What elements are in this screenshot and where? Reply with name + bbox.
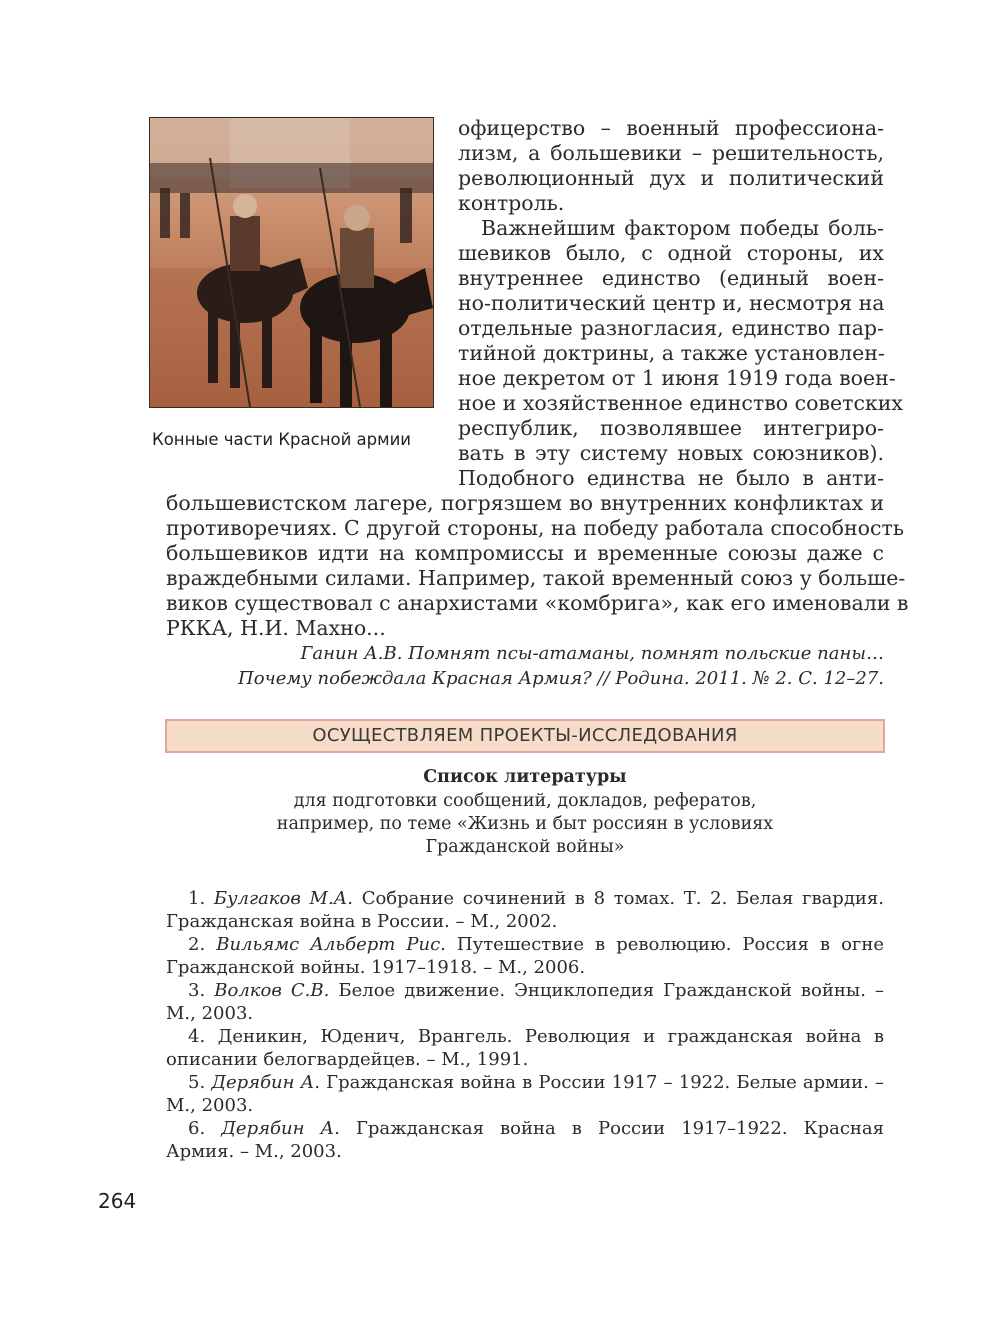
bibliography-item: 5. Дерябин А. Гражданская война в России 1917 – 1922. Белые армии. – <box>188 1072 884 1093</box>
bibliography-title: Список литературы <box>423 767 627 787</box>
text-line: РККА, Н.И. Махно... <box>166 616 386 640</box>
text-line: большевистском лагере, погрязшем во внутренних конфликтах и <box>166 491 884 515</box>
page-number: 264 <box>98 1189 137 1213</box>
text-line: виков существовал с анархистами «комбрига», как его именовали в <box>166 591 909 615</box>
source-citation-line: Почему побеждала Красная Армия? // Родина. 2011. № 2. С. 12–27. <box>238 668 884 689</box>
bibliography-item: 3. Волков С.В. Белое движение. Энциклопедия Гражданской войны. – <box>188 980 884 1001</box>
cavalry-photo <box>149 117 434 408</box>
photo-caption: Конные части Красной армии <box>152 430 412 449</box>
text-line: отдельные разногласия, единство пар- <box>458 316 884 340</box>
bibliography-item: 6. Дерябин А. Гражданская война в России 1917–1922. Красная <box>188 1118 884 1139</box>
bibliography-item-cont: Гражданской войны. 1917–1918. – М., 2006. <box>166 957 586 978</box>
bibliography-subtitle-line: для подготовки сообщений, докладов, рефератов, <box>293 791 757 811</box>
text-line: ное декретом от 1 июня 1919 года воен- <box>458 366 896 390</box>
text-line: большевиков идти на компромиссы и временные союзы даже с <box>166 541 884 565</box>
text-line: офицерство – военный профессиона- <box>458 116 884 140</box>
text-line: но-политический центр и, несмотря на <box>458 291 885 315</box>
bibliography-item: 4. Деникин, Юденич, Врангель. Революция и гражданская война в <box>188 1026 884 1047</box>
text-line: контроль. <box>458 191 565 215</box>
text-line: враждебными силами. Например, такой временный союз у больше- <box>166 566 906 590</box>
bibliography-item: 2. Вильямс Альберт Рис. Путешествие в революцию. Россия в огне <box>188 934 884 955</box>
text-line: Важнейшим фактором победы боль- <box>481 216 884 240</box>
text-line: вать в эту систему новых союзников). <box>458 441 884 465</box>
bibliography-subtitle-line: Гражданской войны» <box>425 837 625 857</box>
cavalry-photo-graphic <box>150 118 433 407</box>
text-line: республик, позволявшее интегриро- <box>458 416 884 440</box>
bibliography-subtitle-line: например, по теме «Жизнь и быт россиян в условиях <box>276 814 774 834</box>
text-line: лизм, а большевики – решительность, <box>458 141 884 165</box>
text-line: Подобного единства не было в анти- <box>458 466 884 490</box>
bibliography-item-cont: Гражданская война в России. – М., 2002. <box>166 911 558 932</box>
bibliography-item: 1. Булгаков М.А. Собрание сочинений в 8 томах. Т. 2. Белая гвардия. <box>188 888 884 909</box>
bibliography-item-cont: М., 2003. <box>166 1003 254 1024</box>
text-line: революционный дух и политический <box>458 166 884 190</box>
bibliography-item-cont: М., 2003. <box>166 1095 254 1116</box>
bibliography-item-cont: Армия. – М., 2003. <box>166 1141 342 1162</box>
text-line: тийной доктрины, а также установлен- <box>458 341 885 365</box>
text-line: шевиков было, с одной стороны, их <box>458 241 884 265</box>
bibliography-item-cont: описании белогвардейцев. – М., 1991. <box>166 1049 529 1070</box>
section-banner: ОСУЩЕСТВЛЯЕМ ПРОЕКТЫ-ИССЛЕДОВАНИЯ <box>165 719 885 753</box>
text-line: ное и хозяйственное единство советских <box>458 391 903 415</box>
text-line: противоречиях. С другой стороны, на победу работала способность <box>166 516 904 540</box>
source-citation-line: Ганин А.В. Помнят псы-атаманы, помнят польские паны… <box>300 643 884 664</box>
text-line: внутреннее единство (единый воен- <box>458 266 884 290</box>
